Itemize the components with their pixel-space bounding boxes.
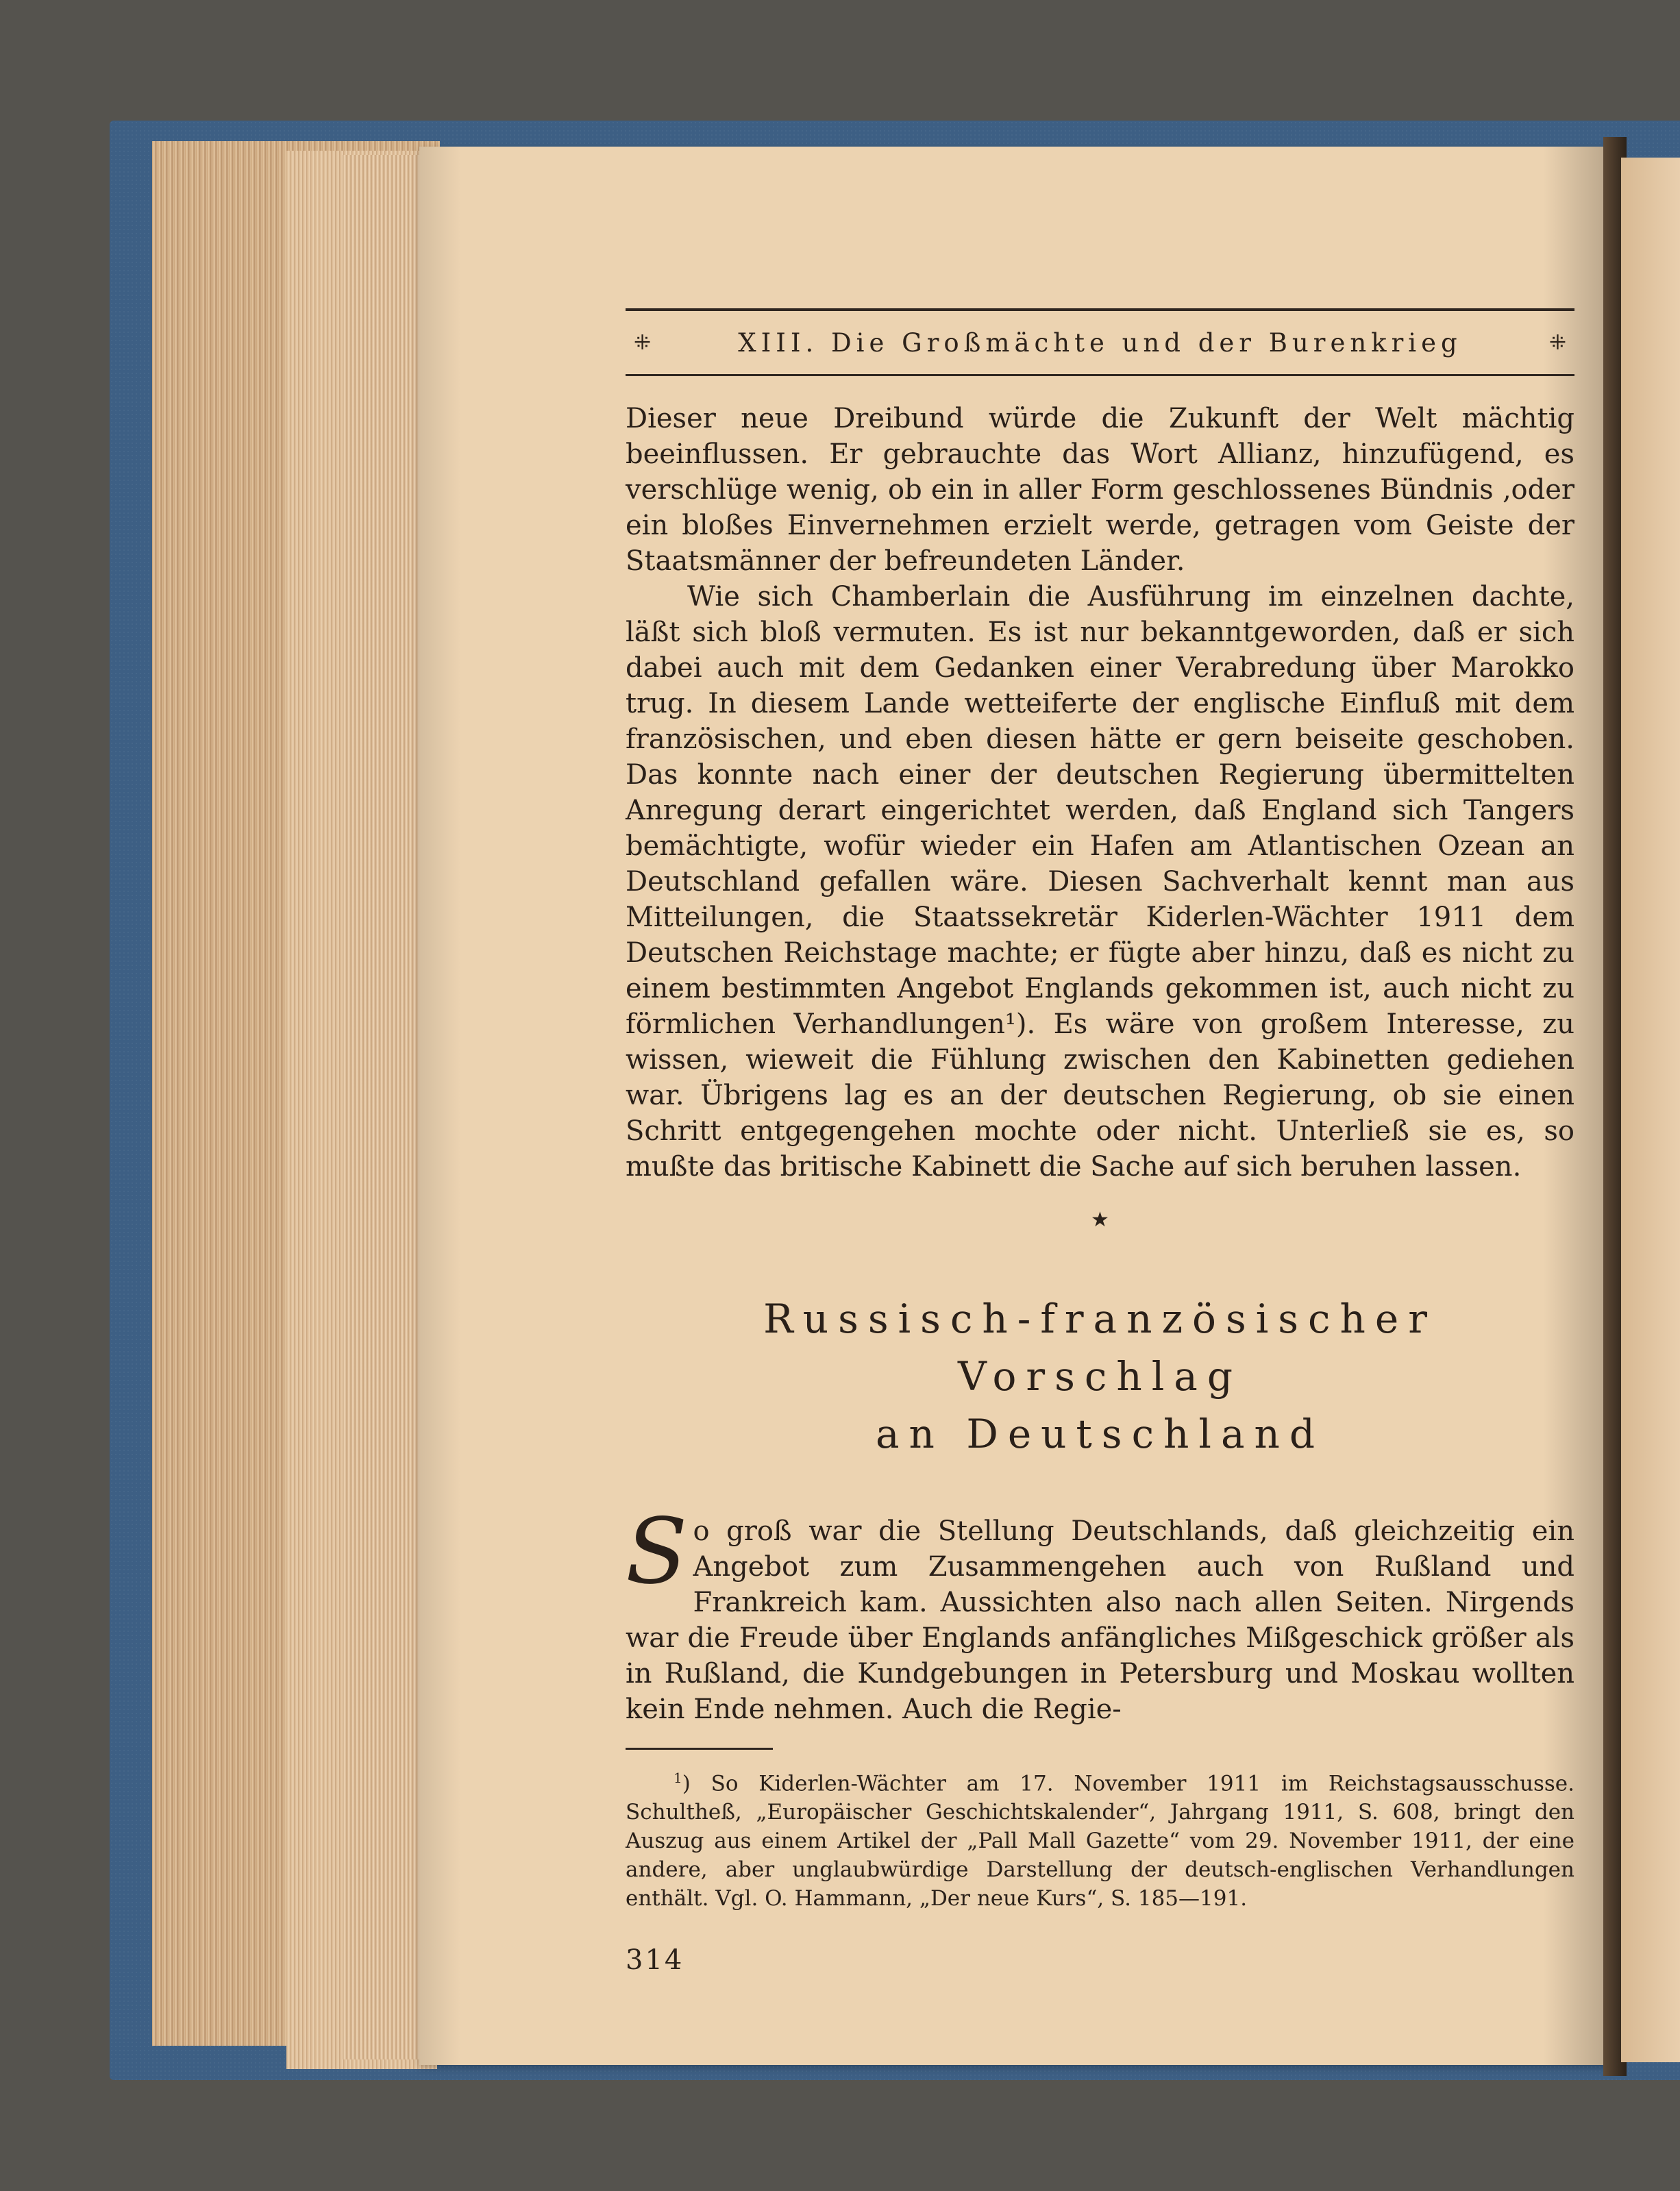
page-text-block bbox=[626, 308, 1574, 1976]
footnote bbox=[626, 1763, 1574, 1913]
drop-cap: S bbox=[626, 1499, 688, 1605]
footnote-rule bbox=[626, 1748, 773, 1750]
page-number: 314 bbox=[626, 1944, 684, 1977]
section-paragraph-text: o groß war die Stellung Deutschlands, daß gleichzeitig ein Angebot zum Zusammengehen auch von Rußland und Frankreich kam. Aussichten also nach allen Seiten. Nirgends war die Freude über Englands anfängliches Mißgeschick größer als in Rußland, die Kundgebungen in Petersburg und Moskau wollten kein Ende nehmen. Auch die Regie- bbox=[626, 1515, 1574, 1725]
page-edge bbox=[343, 155, 425, 2059]
body-text bbox=[626, 401, 1574, 1185]
header-rule-bottom bbox=[626, 374, 1574, 376]
section-heading-line-2: an Deutschland bbox=[875, 1411, 1325, 1457]
section-separator-star: ★ bbox=[1091, 1208, 1109, 1232]
section-paragraph bbox=[626, 1499, 1574, 1727]
left-ornament-icon: ⁜ bbox=[634, 330, 652, 355]
section-heading-line-1: Russisch-französischer Vorschlag bbox=[763, 1296, 1437, 1400]
section-heading bbox=[626, 1290, 1574, 1463]
right-ornament-icon: ⁜ bbox=[1548, 330, 1566, 355]
running-header-title: XIII. Die Großmächte und der Burenkrieg bbox=[738, 327, 1462, 358]
facing-page-edge bbox=[1621, 158, 1680, 2062]
running-header bbox=[626, 311, 1574, 374]
footnote-marker: 1 bbox=[674, 1770, 682, 1786]
paragraph-1: Dieser neue Dreibund würde die Zukunft der Welt mächtig beeinflussen. Er gebrauchte das Wort Allianz, hinzufügend, es verschlüge wenig, ob ein in aller Form geschlossenes Bündnis ‚oder ein bloßes Einvernehmen erzielt werde, getragen vom Geiste der Staatsmänner der befreundeten Länder. bbox=[626, 403, 1574, 577]
paragraph-2: Wie sich Chamberlain die Ausführung im einzelnen dachte, läßt sich bloß vermuten. Es ist nur bekanntgeworden, daß er sich dabei auch mit dem Gedanken einer Verabredung über Marokko trug. In diesem Lande wetteiferte der englische Einfluß mit dem französischen, und eben diesen hätte er gern beiseite geschoben. Das konnte nach einer der deutschen Regierung übermittelten Anregung derart eingerichtet werden, daß England sich Tangers bemächtigte, wofür wieder ein Hafen am Atlantischen Ozean an Deutschland gefallen wäre. Diesen Sachverhalt kennt man aus Mitteilungen, die Staatssekretär Kiderlen-Wächter 1911 dem Deutschen Reichstage machte; er fügte aber hinzu, daß es nicht zu einem bestimmten Angebot Englands gekommen ist, auch nicht zu förmlichen Verhandlungen¹). Es wäre von großem Interesse, zu wissen, wieweit die Fühlung zwischen den Kabinetten gediehen war. Übrigens lag es an der deutschen Regierung, ob sie einen Schritt entgegengehen mochte oder nicht. Unterließ sie es, so mußte das britische Kabinett die Sache auf sich beruhen lassen. bbox=[626, 581, 1574, 1183]
footnote-text: ) So Kiderlen-Wächter am 17. November 1911 im Reichstagsausschusse. Schultheß, „Europäischer Geschichtskalender“, Jahrgang 1911, S. 608, bringt den Auszug aus einem Artikel der „Pall Mall Gazette“ vom 29. November 1911, der eine andere, aber unglaubwürdige Darstellung der deutsch-englischen Verhandlungen enthält. Vgl. O. Hammann, „Der neue Kurs“, S. 185—191. bbox=[626, 1771, 1574, 1911]
